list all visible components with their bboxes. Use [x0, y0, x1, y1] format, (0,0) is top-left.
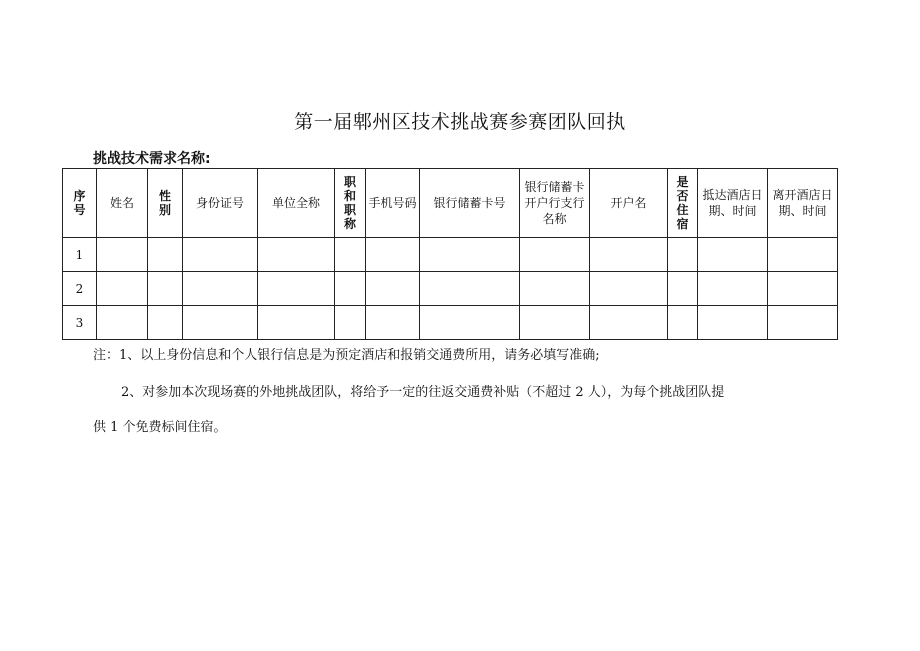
bank-card-cell[interactable]: [420, 272, 520, 306]
organization-cell[interactable]: [258, 272, 335, 306]
header-account-name: 开户名: [590, 169, 668, 238]
bank-card-cell[interactable]: [420, 306, 520, 340]
header-lodging: 是否住宿: [668, 169, 698, 238]
id-number-cell[interactable]: [183, 238, 258, 272]
phone-cell[interactable]: [366, 238, 420, 272]
organization-cell[interactable]: [258, 306, 335, 340]
note-2: 2、对参加本次现场赛的外地挑战团队，将给予一定的往返交通费补贴（不超过 2 人），为每个挑战团队提: [121, 385, 725, 400]
header-id-number: 身份证号: [183, 169, 258, 238]
header-phone: 手机号码: [366, 169, 420, 238]
page-title: 第一届郫州区技术挑战赛参赛团队回执: [294, 111, 626, 133]
table-row: [63, 306, 838, 340]
job-title-cell[interactable]: [335, 238, 366, 272]
row-number: 2: [63, 272, 97, 306]
bank-branch-cell[interactable]: [520, 306, 590, 340]
lodging-cell[interactable]: [668, 306, 698, 340]
name-cell[interactable]: [97, 306, 148, 340]
header-seq: 序号: [63, 169, 97, 238]
header-bank-card: 银行储蓄卡号: [420, 169, 520, 238]
table-row: [63, 238, 838, 272]
gender-cell[interactable]: [148, 306, 183, 340]
note-3: 供 1 个免费标间住宿。: [93, 420, 227, 435]
bank-card-cell[interactable]: [420, 238, 520, 272]
arrival-cell[interactable]: [698, 306, 768, 340]
name-cell[interactable]: [97, 272, 148, 306]
row-number: 3: [63, 306, 97, 340]
account-name-cell[interactable]: [590, 306, 668, 340]
header-bank-branch: 银行储蓄卡开户行支行名称: [520, 169, 590, 238]
lodging-cell[interactable]: [668, 272, 698, 306]
header-name: 姓名: [97, 169, 148, 238]
row-number: 1: [63, 238, 97, 272]
job-title-cell[interactable]: [335, 306, 366, 340]
organization-cell[interactable]: [258, 238, 335, 272]
arrival-cell[interactable]: [698, 238, 768, 272]
id-number-cell[interactable]: [183, 306, 258, 340]
job-title-cell[interactable]: [335, 272, 366, 306]
registration-table: [62, 168, 838, 340]
arrival-cell[interactable]: [698, 272, 768, 306]
header-arrival: 抵达酒店日期、时间: [698, 169, 768, 238]
departure-cell[interactable]: [768, 272, 838, 306]
note-1: 注：1、以上身份信息和个人银行信息是为预定酒店和报销交通费所用，请务必填写准确;: [93, 348, 600, 363]
bank-branch-cell[interactable]: [520, 238, 590, 272]
gender-cell[interactable]: [148, 272, 183, 306]
phone-cell[interactable]: [366, 272, 420, 306]
table-row: [63, 272, 838, 306]
challenge-name-label: 挑战技术需求名称:: [93, 151, 211, 167]
header-departure: 离开酒店日期、时间: [768, 169, 838, 238]
phone-cell[interactable]: [366, 306, 420, 340]
header-gender: 性别: [148, 169, 183, 238]
id-number-cell[interactable]: [183, 272, 258, 306]
header-organization: 单位全称: [258, 169, 335, 238]
gender-cell[interactable]: [148, 238, 183, 272]
lodging-cell[interactable]: [668, 238, 698, 272]
departure-cell[interactable]: [768, 238, 838, 272]
bank-branch-cell[interactable]: [520, 272, 590, 306]
account-name-cell[interactable]: [590, 238, 668, 272]
table-header-row: [63, 169, 838, 238]
departure-cell[interactable]: [768, 306, 838, 340]
name-cell[interactable]: [97, 238, 148, 272]
header-job-title: 职和职称: [335, 169, 366, 238]
account-name-cell[interactable]: [590, 272, 668, 306]
